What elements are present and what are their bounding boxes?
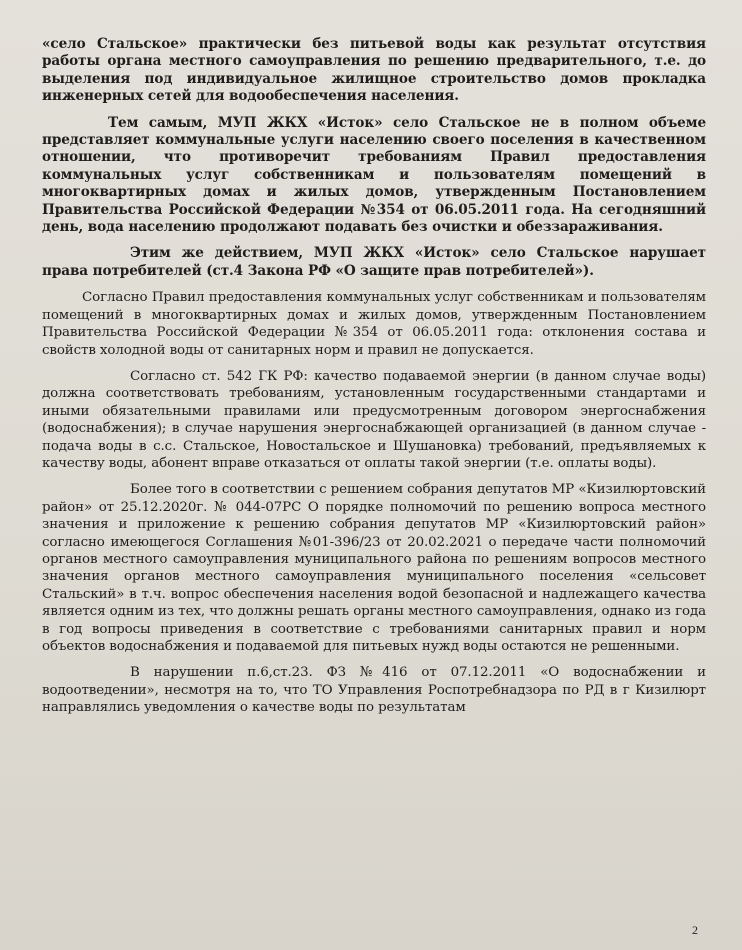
paragraph-3: Этим же действием, МУП ЖКХ «Исток» село Стальское нарушает права потребителей (ст.4 Закона РФ «О защите прав потребителей»). — [42, 245, 706, 279]
paragraph-7: В нарушении п.6,ст.23. ФЗ №416 от 07.12.2011 «О водоснабжении и водоотведении», несмотря на то, что ТО Управления Роспотребнадзора по РД в г Кизилюрт направлялись уведомления о качестве воды по результатам — [42, 665, 706, 716]
paragraph-5: Согласно ст. 542 ГК РФ: качество подаваемой энергии (в данном случае воды) должна соответствовать требованиям, установленным государственными стандартами и иными обязательными правилами или предусмотренным договором энергоснабжения (водоснабжения); в случае нарушения энергоснабжающей организацией (в данном случае - подача воды в с.с. Стальское, Новостальское и Шушановка) требований, предъявляемых к качеству воды, абонент вправе отказаться от оплаты такой энергии (т.е. оплаты воды). — [42, 368, 706, 471]
paragraph-1: «село Стальское» практически без питьевой воды как результат отсутствия работы органа местного самоуправления по решению предварительного, т.е. до выделения под индивидуальное жилищное строительство домов прокладка инженерных сетей для водообеспечения населения. — [42, 36, 706, 105]
page-number: 2 — [692, 923, 698, 937]
paragraph-6: Более того в соответствии с решением собрания депутатов МР «Кизилюртовский район» от 25.12.2020г. № 044-07РС О порядке полномочий по решению вопроса местного значения и приложение к решению собрания депутатов МР «Кизилюртовский район» согласно имеющегося Соглашения №01-396/23 от 20.02.2021 о передаче части полномочий органов местного самоуправления муниципального района по решениям вопросов местного значения органов местного самоуправления муниципального поселения «сельсовет Стальский» в т.ч. вопрос обеспечения населения водой безопасной и надлежащего качества является одним из тех, что должны решать органы местного самоуправления, однако из года в год вопросы приведения в соответствие с требованиями санитарных правил и норм объектов водоснабжения и подаваемой для питьевых нужд воды остаются не решенными. — [42, 482, 706, 654]
paragraph-2: Тем самым, МУП ЖКХ «Исток» село Стальское не в полном объеме представляет коммунальные услуги населению своего поселения в качественном отношении, что противоречит требованиям Правил предоставления коммунальных услуг собственникам и пользователям помещений в многоквартирных домах и жилых домов, утвержденным Постановлением Правительства Российской Федерации №354 от 06.05.2011 года. На сегодняшний день, вода населению продолжают подавать без очистки и обеззараживания. — [42, 114, 706, 236]
paragraph-4: Согласно Правил предоставления коммунальных услуг собственникам и пользователям помещений в многоквартирных домах и жилых домов, утвержденным Постановлением Правительства Российской Федерации №354 от 06.05.2011 года: отклонения состава и свойств холодной воды от санитарных норм и правил не допускается. — [42, 290, 706, 358]
